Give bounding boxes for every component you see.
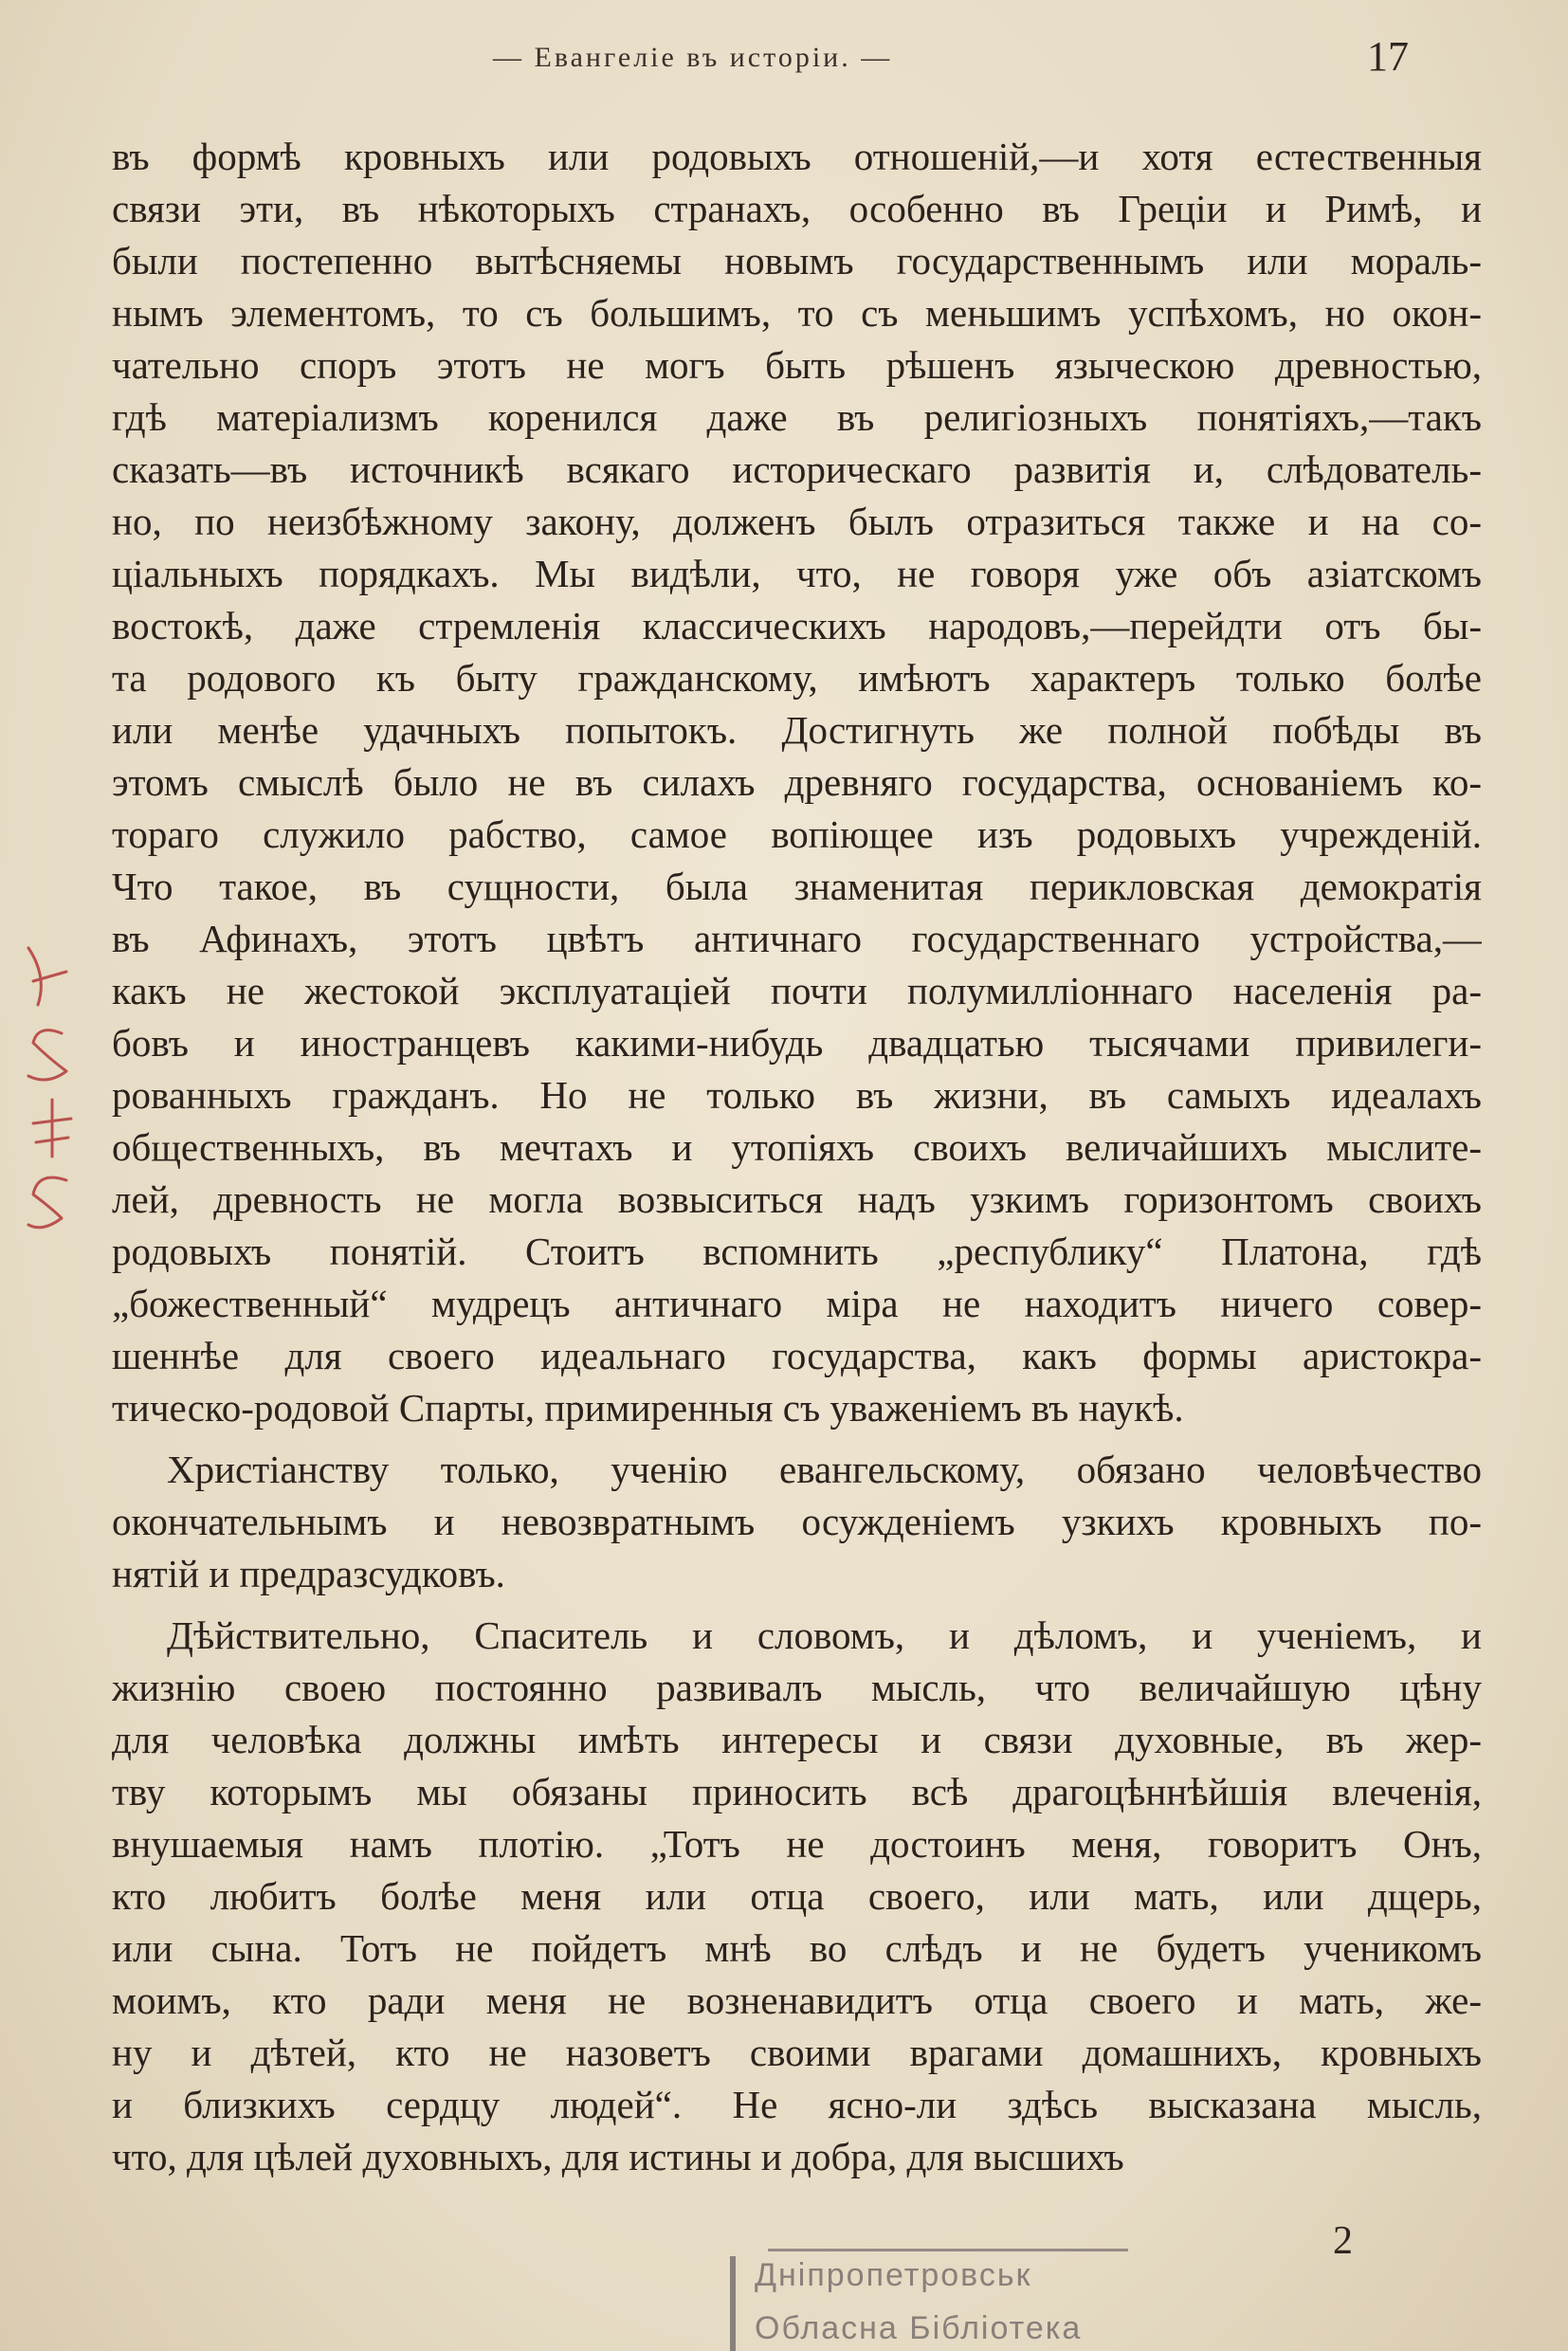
text-line: шеннѣе для своего идеальнаго государства, какъ формы аристокра-: [112, 1334, 1482, 1377]
page-number: 17: [1367, 33, 1409, 80]
text-line: или менѣе удачныхъ попытокъ. Достигнуть же полной побѣды въ: [112, 708, 1482, 752]
text-line: востокѣ, даже стремленія классическихъ народовъ,—перейдти отъ бы-: [112, 604, 1482, 647]
signature-mark: 2: [1333, 2219, 1353, 2263]
text-line: моимъ, кто ради меня не возненавидитъ отца своего и мать, же-: [112, 1978, 1482, 2022]
stamp-line: Обласна Бiблiотека: [755, 2310, 1083, 2346]
text-line: въ формѣ кровныхъ или родовыхъ отношеній,—и хотя естественныя: [112, 135, 1482, 178]
text-line: „божественный“ мудрецъ античнаго міра не находитъ ничего совер-: [112, 1282, 1482, 1325]
text-line: Дѣйствительно, Спаситель и словомъ, и дѣломъ, и ученіемъ, и: [167, 1613, 1482, 1657]
text-line: окончательнымъ и невозвратнымъ осужденіемъ узкихъ кровныхъ по-: [112, 1500, 1482, 1543]
text-line: рованныхъ гражданъ. Но не только въ жизни, въ самыхъ идеалахъ: [112, 1073, 1482, 1117]
text-line: тву которымъ мы обязаны приносить всѣ драгоцѣннѣйшія влеченія,: [112, 1770, 1482, 1813]
text-line: и близкихъ сердцу людей“. Не ясно-ли здѣсь высказана мысль,: [112, 2083, 1482, 2126]
text-line: Христіанству только, ученію евангельскому, обязано человѣчество: [167, 1448, 1482, 1491]
text-line: Что такое, въ сущности, была знаменитая перикловская демократія: [112, 865, 1482, 908]
text-line: связи эти, въ нѣкоторыхъ странахъ, особенно въ Греціи и Римѣ, и: [112, 187, 1482, 230]
text-line: внушаемыя намъ плотію. „Тотъ не достоинъ меня, говоритъ Онъ,: [112, 1822, 1482, 1866]
text-line: бовъ и иностранцевъ какими-нибудь двадцатью тысячами привилеги-: [112, 1021, 1482, 1065]
handwritten-margin-note: [9, 929, 95, 1242]
body-text: [112, 131, 1482, 2183]
handwritten-shelfmark-icon: [9, 929, 95, 1242]
text-line: или сына. Тотъ не пойдетъ мнѣ во слѣдъ и не будетъ ученикомъ: [112, 1926, 1482, 1970]
text-line: жизнію своею постоянно развивалъ мысль, что величайшую цѣну: [112, 1666, 1482, 1709]
library-stamp: [730, 2249, 1223, 2351]
text-line: кто любитъ болѣе меня или отца своего, или мать, или дщерь,: [112, 1874, 1482, 1918]
text-line: общественныхъ, въ мечтахъ и утопіяхъ своихъ величайшихъ мыслите-: [112, 1125, 1482, 1169]
text-line: гдѣ матеріализмъ коренился даже въ религіозныхъ понятіяхъ,—такъ: [112, 395, 1482, 439]
stamp-line: Днiпропетровськ: [755, 2257, 1032, 2293]
text-line: въ Афинахъ, этотъ цвѣтъ античнаго государственнаго устройства,—: [112, 917, 1482, 960]
text-line: чательно споръ этотъ не могъ быть рѣшенъ языческою древностью,: [112, 343, 1482, 387]
text-line: нымъ элементомъ, то съ большимъ, то съ меньшимъ успѣхомъ, но окон-: [112, 291, 1482, 335]
text-line: ціальныхъ порядкахъ. Мы видѣли, что, не говоря уже объ азіатскомъ: [112, 552, 1482, 595]
text-line: тическо-родовой Спарты, примиренныя съ уваженіемъ въ наукѣ.: [112, 1386, 1184, 1430]
running-head: — Евангеліе въ исторіи. —: [493, 42, 893, 73]
text-line: что, для цѣлей духовныхъ, для истины и добра, для высшихъ: [112, 2135, 1124, 2178]
text-line: ну и дѣтей, кто не назоветъ своими врагами домашнихъ, кровныхъ: [112, 2031, 1482, 2074]
text-line: но, по неизбѣжному закону, долженъ былъ отразиться также и на со-: [112, 500, 1482, 543]
text-line: сказать—въ источникѣ всякаго историческаго развитія и, слѣдователь-: [112, 447, 1482, 491]
text-line: нятій и предразсудковъ.: [112, 1552, 505, 1595]
text-line: родовыхъ понятій. Стоитъ вспомнить „республику“ Платона, гдѣ: [112, 1230, 1482, 1273]
text-line: тораго служило рабство, самое вопіющее изъ родовыхъ учрежденій.: [112, 812, 1482, 856]
text-line: этомъ смыслѣ было не въ силахъ древняго государства, основаніемъ ко-: [112, 760, 1482, 804]
text-line: были постепенно вытѣсняемы новымъ государственнымъ или мораль-: [112, 239, 1482, 282]
text-line: та родового къ быту гражданскому, имѣютъ характеръ только болѣе: [112, 656, 1482, 700]
text-line: лей, древность не могла возвыситься надъ узкимъ горизонтомъ своихъ: [112, 1177, 1482, 1221]
text-line: какъ не жестокой эксплуатаціей почти полумилліоннаго населенія ра-: [112, 969, 1482, 1012]
text-line: для человѣка должны имѣть интересы и связи духовные, въ жер-: [112, 1718, 1482, 1761]
